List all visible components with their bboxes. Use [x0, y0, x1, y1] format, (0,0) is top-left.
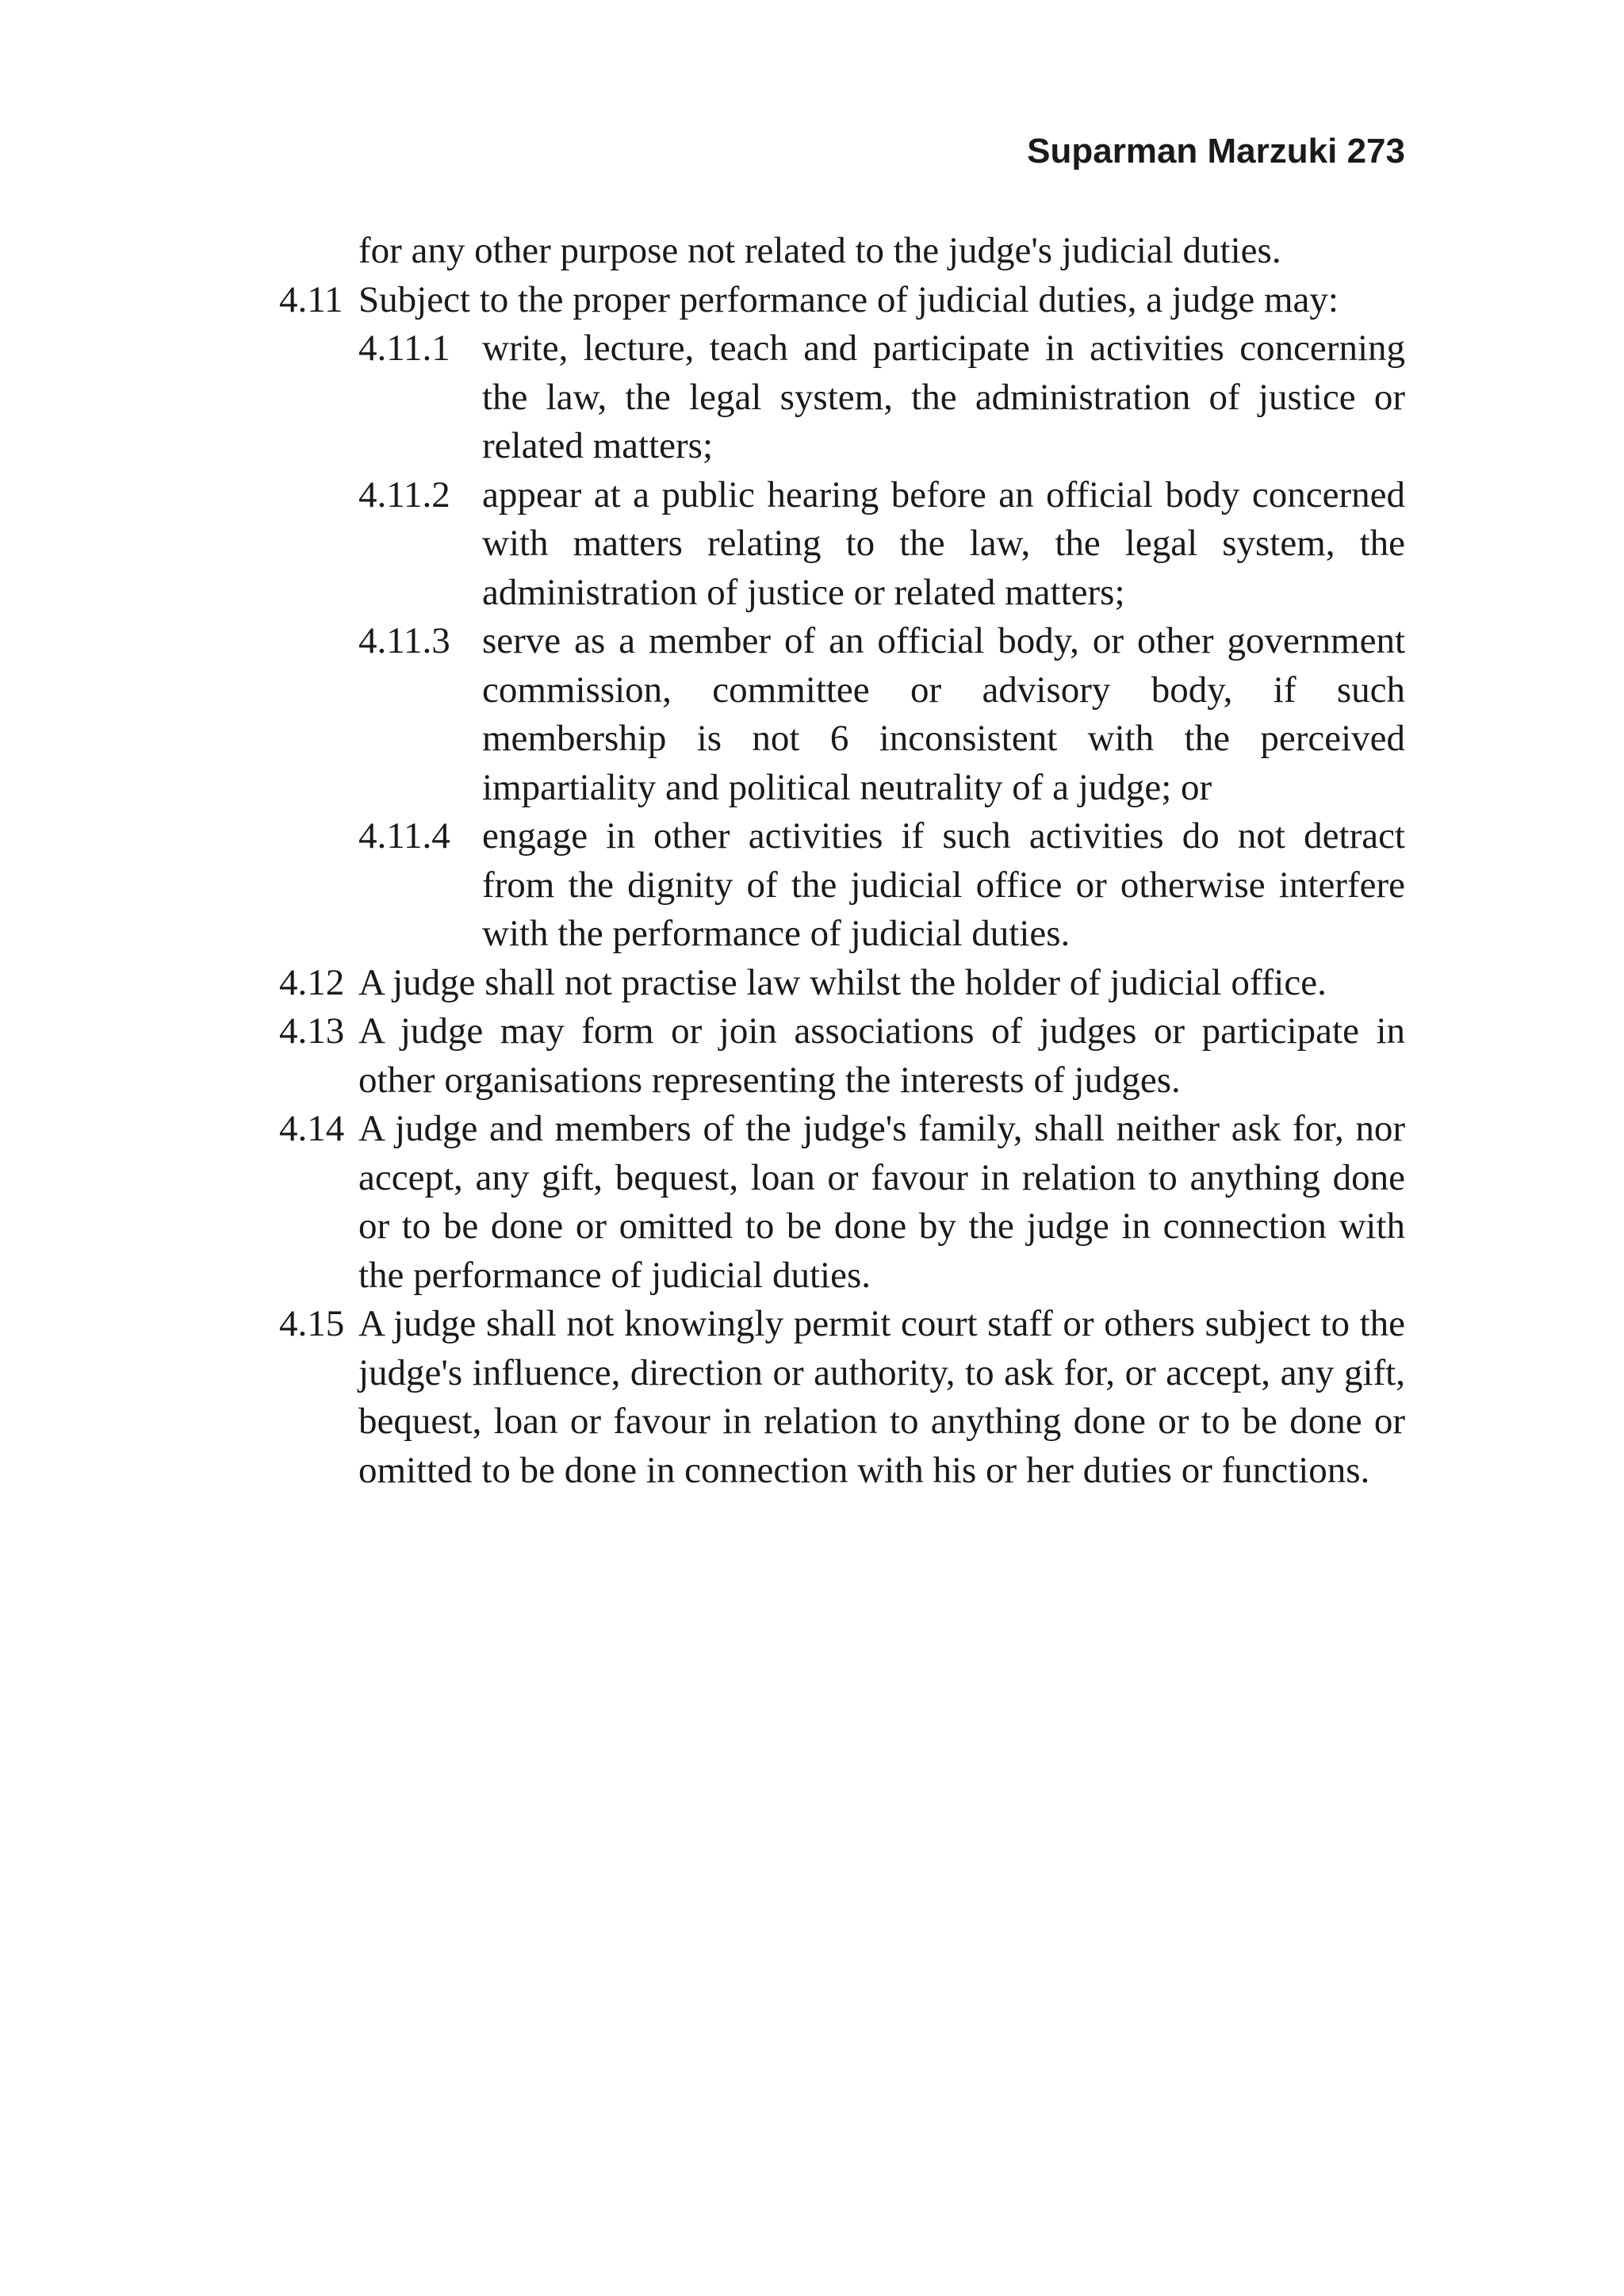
subclause-text: appear at a public hearing before an official body concerned with matters relating to the law, the legal system, the administration of justice or related matters;	[482, 473, 1405, 613]
clause-text: A judge shall not practise law whilst the holder of judicial office.	[358, 961, 1327, 1003]
subclause-number: 4.11.2	[358, 473, 450, 516]
clause-text: Subject to the proper performance of judicial duties, a judge may:	[358, 278, 1339, 320]
clause-number: 4.12	[279, 961, 345, 1003]
running-head: Suparman Marzuki 273	[1027, 132, 1405, 171]
subclause-text: write, lecture, teach and participate in activities concerning the law, the legal system, the administration of justice or related matters;	[482, 328, 1405, 466]
clause-4-15	[279, 1300, 1405, 1495]
clause-4-14	[279, 1105, 1405, 1300]
subclause-text: serve as a member of an official body, or other government commission, committee or advisory body, if such membership is not 6 inconsistent with the perceived impartiality and political neutrality of a judge; or	[482, 620, 1405, 808]
subclause-4-11-4	[279, 812, 1405, 959]
clause-4-12	[279, 959, 1405, 1008]
clause-text: A judge may form or join associations of judges or participate in other organisations representing the interests of judges.	[358, 1010, 1405, 1101]
continuation-paragraph: for any other purpose not related to the judge's judicial duties.	[358, 230, 1281, 271]
clause-number: 4.11	[279, 278, 343, 320]
subclause-4-11-1	[279, 324, 1405, 471]
clause-text: A judge and members of the judge's family, shall neither ask for, nor accept, any gift, bequest, loan or favour in relation to anything done or to be done or omitted to be done by the judge in connection with the performance of judicial duties.	[358, 1108, 1405, 1296]
clause-4-13	[279, 1007, 1405, 1105]
subclause-number: 4.11.3	[358, 620, 450, 661]
clause-number: 4.14	[279, 1108, 345, 1149]
body-text	[279, 227, 1405, 1495]
subclause-text: engage in other activities if such activities do not detract from the dignity of the judicial office or otherwise interfere with the performance of judicial duties.	[482, 815, 1405, 954]
subclause-number: 4.11.1	[358, 328, 450, 369]
subclause-number: 4.11.4	[358, 815, 450, 857]
clause-number: 4.15	[279, 1303, 345, 1344]
clause-4-11	[279, 276, 1405, 325]
clause-number: 4.13	[279, 1010, 345, 1052]
clause-text: A judge shall not knowingly permit court staff or others subject to the judge's influence, direction or authority, to ask for, or accept, any gift, bequest, loan or favour in relation to anything done or to be done or omitted to be done in connection with his or her duties or functions.	[358, 1303, 1405, 1491]
subclause-4-11-2	[279, 471, 1405, 618]
subclause-4-11-3	[279, 617, 1405, 812]
